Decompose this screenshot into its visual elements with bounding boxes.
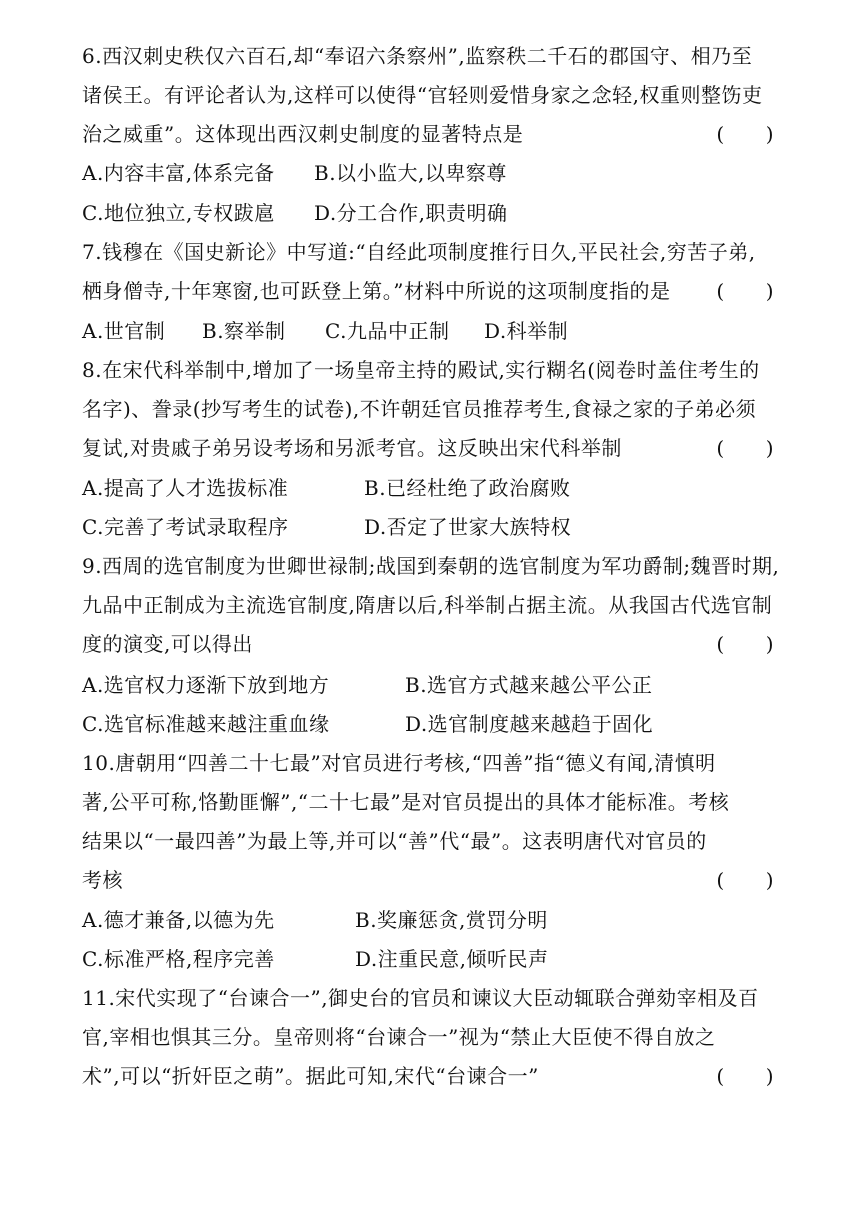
question-text: 九品中正制成为主流选官制度,隋唐以后,科举制占据主流。从我国古代选官制	[82, 593, 773, 617]
option-b[interactable]: B.奖廉惩贪,赏罚分明	[355, 908, 548, 932]
question-text: 11.宋代实现了“台谏合一”,御史台的官员和谏议大臣动辄联合弹劾宰相及百	[82, 986, 759, 1010]
option-d[interactable]: D.分工合作,职责明确	[314, 201, 508, 225]
question-text: 诸侯王。有评论者认为,这样可以使得“官轻则爱惜身家之念轻,权重则整饬吏	[82, 83, 763, 107]
question-text: 术”,可以“折奸臣之萌”。据此可知,宋代“台谏合一”	[82, 1064, 539, 1088]
option-c[interactable]: C.选官标准越来越注重血缘	[82, 712, 330, 736]
answer-blank[interactable]: ( )	[716, 122, 774, 146]
question-10-line-2	[82, 782, 782, 822]
option-b[interactable]: B.已经杜绝了政治腐败	[364, 476, 571, 500]
answer-blank[interactable]: ( )	[716, 632, 774, 656]
option-b[interactable]: B.察举制	[202, 319, 286, 343]
question-text: 8.在宋代科举制中,增加了一场皇帝主持的殿试,实行糊名(阅卷时盖住考生的	[82, 358, 760, 382]
question-11-line-2	[82, 1017, 782, 1057]
question-text: 著,公平可称,恪勤匪懈”,“二十七最”是对官员提出的具体才能标准。考核	[82, 790, 730, 814]
option-d[interactable]: D.选官制度越来越趋于固化	[405, 712, 654, 736]
question-6-options-row-1	[82, 153, 782, 193]
question-6-line-1	[82, 36, 782, 76]
question-10-options-row-2	[82, 939, 782, 979]
question-text: 度的演变,可以得出	[82, 632, 253, 656]
question-6-options-row-2	[82, 193, 782, 233]
question-text: 官,宰相也惧其三分。皇帝则将“台谏合一”视为“禁止大臣使不得自放之	[82, 1025, 716, 1049]
question-text: 治之威重”。这体现出西汉刺史制度的显著特点是	[82, 122, 524, 146]
question-text: 名字)、誊录(抄写考生的试卷),不许朝廷官员推荐考生,食禄之家的子弟必须	[82, 397, 757, 421]
question-9-line-3	[82, 624, 782, 664]
option-a[interactable]: A.提高了人才选拔标准	[82, 476, 289, 500]
question-6-line-2	[82, 75, 782, 115]
answer-blank[interactable]: ( )	[716, 868, 774, 892]
option-d[interactable]: D.注重民意,倾听民声	[355, 947, 549, 971]
option-d[interactable]: D.否定了世家大族特权	[364, 515, 572, 539]
question-text: 10.唐朝用“四善二十七最”对官员进行考核,“四善”指“德义有闻,清慎明	[82, 751, 716, 775]
option-c[interactable]: C.地位独立,专权跋扈	[82, 201, 275, 225]
question-10-line-4	[82, 860, 782, 900]
question-8-line-1	[82, 350, 782, 390]
question-10-line-1	[82, 743, 782, 783]
question-9-line-1	[82, 546, 782, 586]
question-text: 考核	[82, 868, 123, 892]
question-9-options-row-2	[82, 704, 782, 744]
option-b[interactable]: B.选官方式越来越公平公正	[405, 673, 653, 697]
option-b[interactable]: B.以小监大,以卑察尊	[314, 161, 507, 185]
question-7-line-1	[82, 232, 782, 272]
question-text: 7.钱穆在《国史新论》中写道:“自经此项制度推行日久,平民社会,穷苦子弟,	[82, 240, 756, 264]
option-a[interactable]: A.内容丰富,体系完备	[82, 161, 275, 185]
question-text: 栖身僧寺,十年寒窗,也可跃登上第。”材料中所说的这项制度指的是	[82, 279, 671, 303]
question-11-line-1	[82, 978, 782, 1018]
question-text: 6.西汉刺史秩仅六百石,却“奉诏六条察州”,监察秩二千石的郡国守、相乃至	[82, 44, 753, 68]
answer-blank[interactable]: ( )	[716, 1064, 774, 1088]
question-6-line-3	[82, 114, 782, 154]
question-text: 复试,对贵戚子弟另设考场和另派考官。这反映出宋代科举制	[82, 436, 622, 460]
question-8-options-row-2	[82, 507, 782, 547]
answer-blank[interactable]: ( )	[716, 436, 774, 460]
question-8-options-row-1	[82, 468, 782, 508]
question-10-options-row-1	[82, 900, 782, 940]
question-7-options-row-1	[82, 311, 782, 351]
question-8-line-3	[82, 428, 782, 468]
question-text: 9.西周的选官制度为世卿世禄制;战国到秦朝的选官制度为军功爵制;魏晋时期,	[82, 554, 780, 578]
question-7-line-2	[82, 271, 782, 311]
question-text: 结果以“一最四善”为最上等,并可以“善”代“最”。这表明唐代对官员的	[82, 829, 707, 853]
option-a[interactable]: A.世官制	[82, 319, 166, 343]
question-9-options-row-1	[82, 665, 782, 705]
question-11-line-3	[82, 1056, 782, 1096]
option-c[interactable]: C.完善了考试录取程序	[82, 515, 289, 539]
option-d[interactable]: D.科举制	[484, 319, 569, 343]
answer-blank[interactable]: ( )	[716, 279, 774, 303]
option-a[interactable]: A.德才兼备,以德为先	[82, 908, 275, 932]
option-a[interactable]: A.选官权力逐渐下放到地方	[82, 673, 330, 697]
option-c[interactable]: C.九品中正制	[325, 319, 450, 343]
option-c[interactable]: C.标准严格,程序完善	[82, 947, 275, 971]
question-8-line-2	[82, 389, 782, 429]
question-9-line-2	[82, 585, 782, 625]
question-10-line-3	[82, 821, 782, 861]
